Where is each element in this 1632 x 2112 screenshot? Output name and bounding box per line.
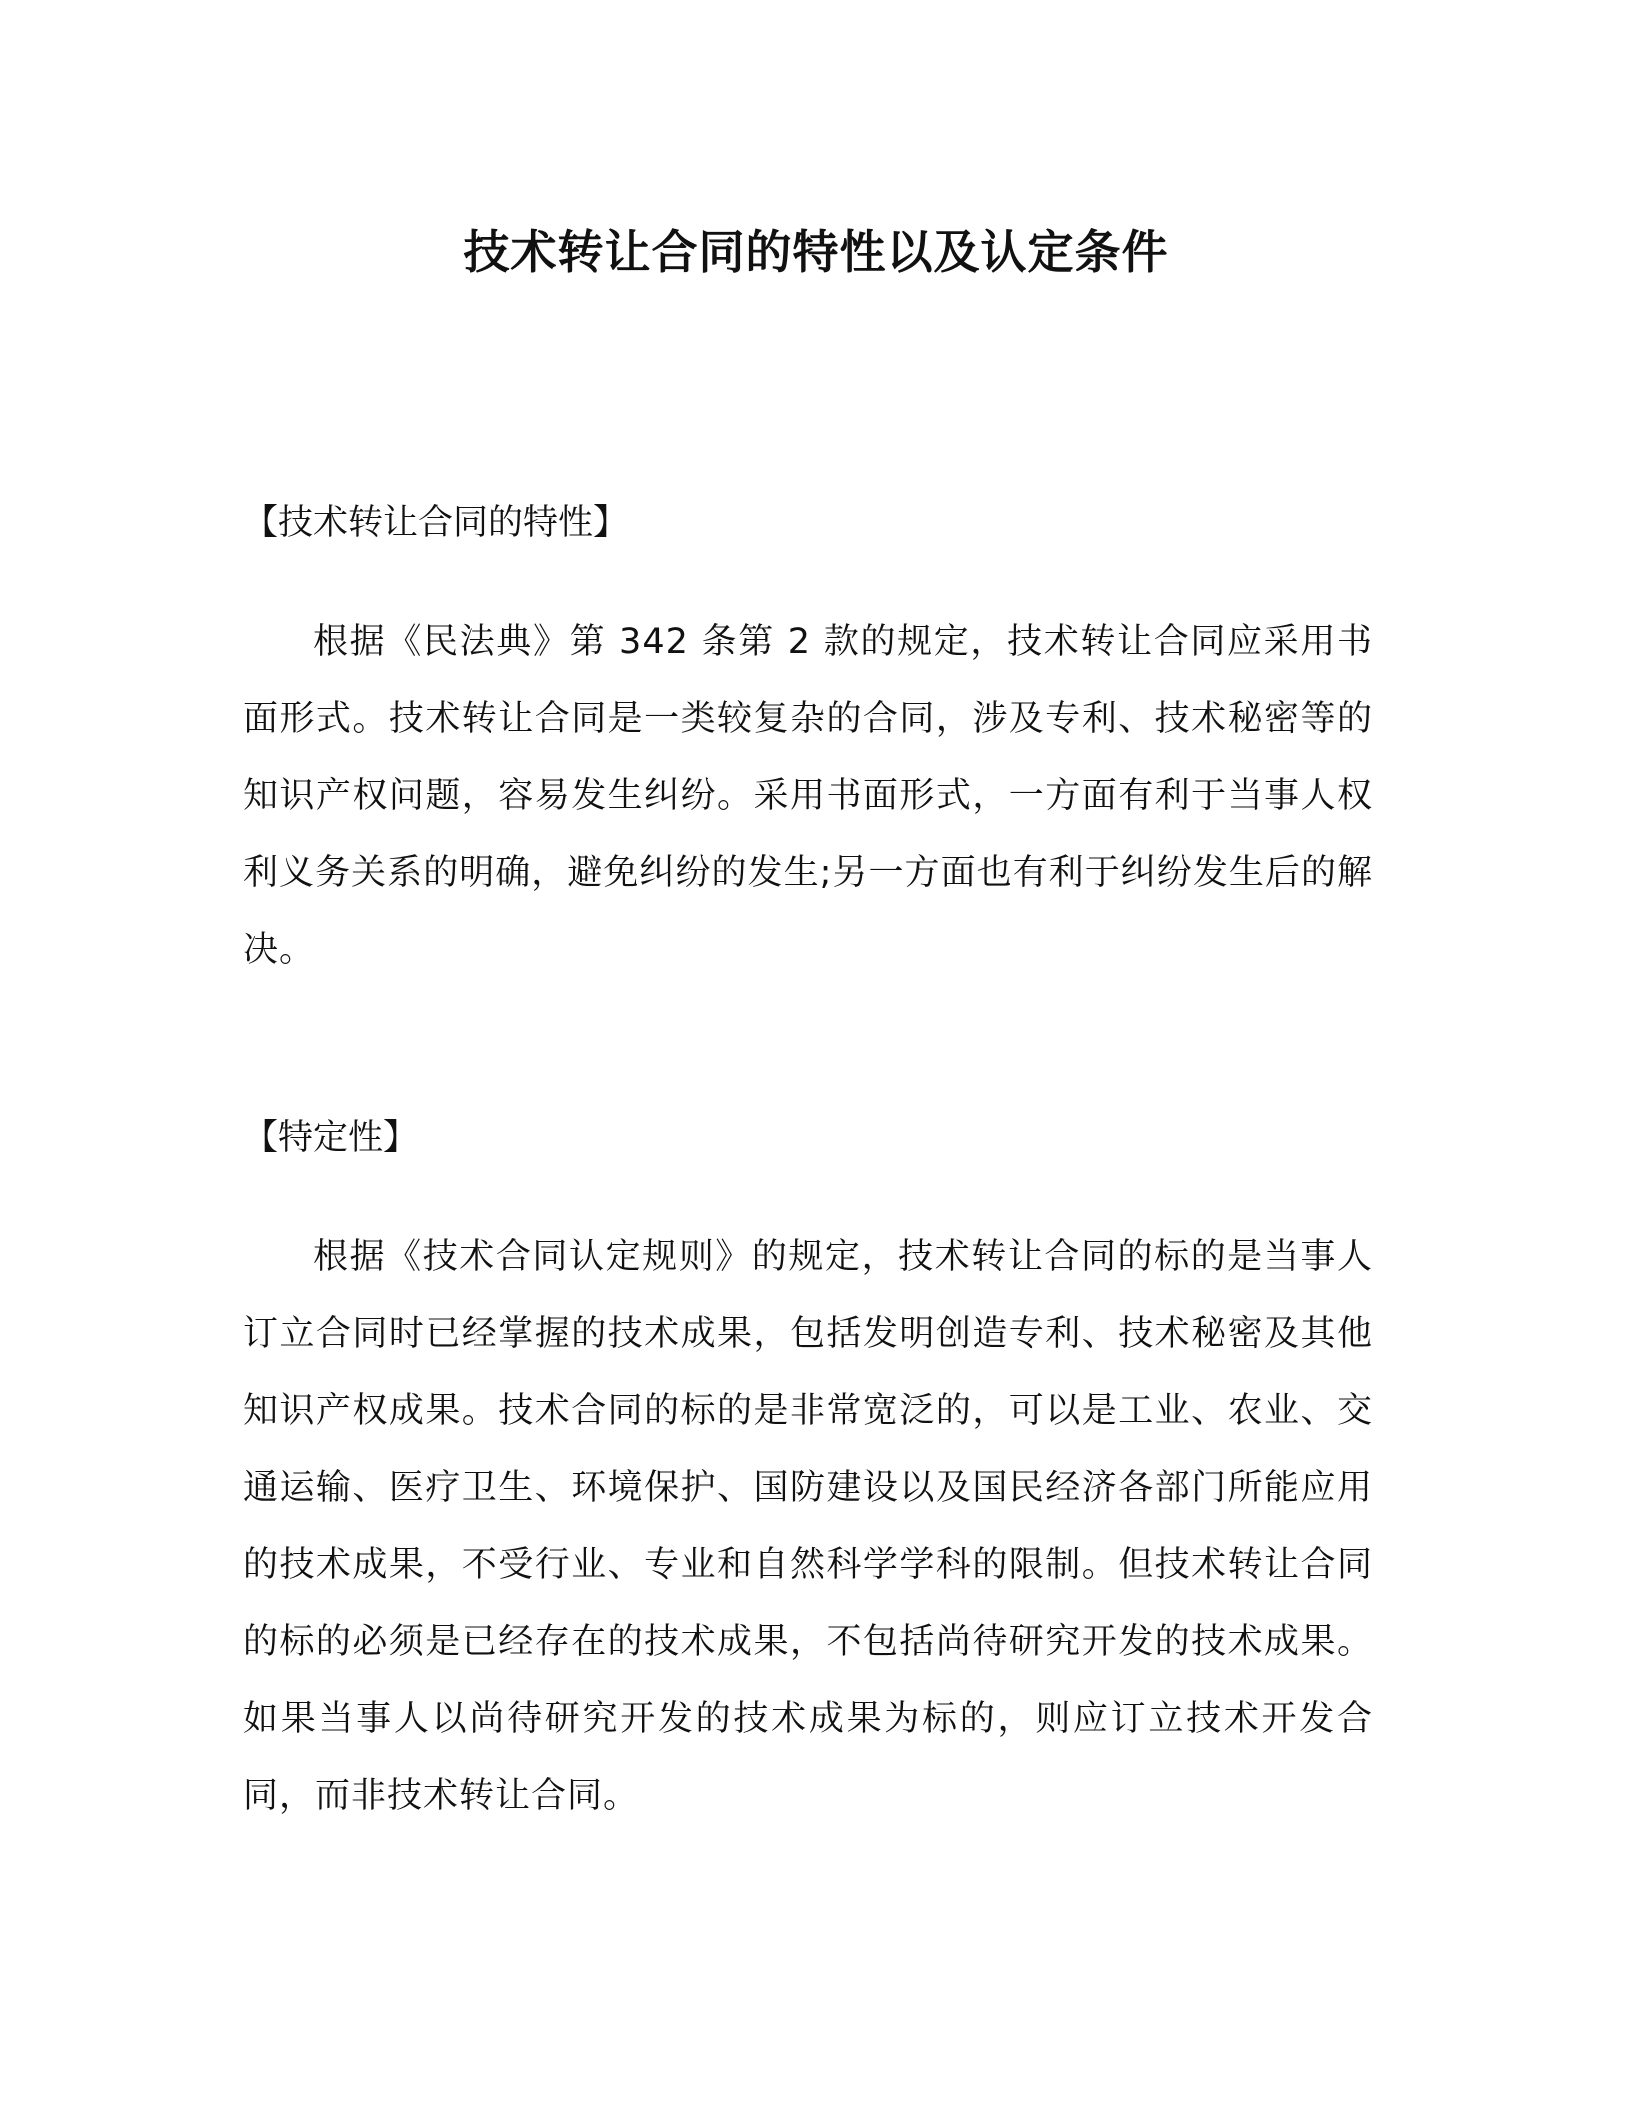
section-heading: 【技术转让合同的特性】 <box>243 503 629 543</box>
section-characteristics <box>243 498 1373 989</box>
section-heading: 【特定性】 <box>243 1118 419 1158</box>
section-paragraph: 根据《民法典》第 342 条第 2 款的规定，技术转让合同应采用书面形式。技术转让合同是一类较复杂的合同，涉及专利、技术秘密等的知识产权问题，容易发生纠纷。采用书面形式，一方面有利于当事人权利义务关系的明确，避免纠纷的发生;另一方面也有利于纠纷发生后的解决。 <box>243 622 1373 970</box>
section-paragraph: 根据《技术合同认定规则》的规定，技术转让合同的标的是当事人订立合同时已经掌握的技术成果，包括发明创造专利、技术秘密及其他知识产权成果。技术合同的标的是非常宽泛的，可以是工业、农业、交通运输、医疗卫生、环境保护、国防建设以及国民经济各部门所能应用的技术成果，不受行业、专业和自然科学学科的限制。但技术转让合同的标的必须是已经存在的技术成果，不包括尚待研究开发的技术成果。如果当事人以尚待研究开发的技术成果为标的，则应订立技术开发合同，而非技术转让合同。 <box>243 1237 1373 1816</box>
document-title: 技术转让合同的特性以及认定条件 <box>463 225 1169 279</box>
section-specificity <box>243 1113 1373 1835</box>
